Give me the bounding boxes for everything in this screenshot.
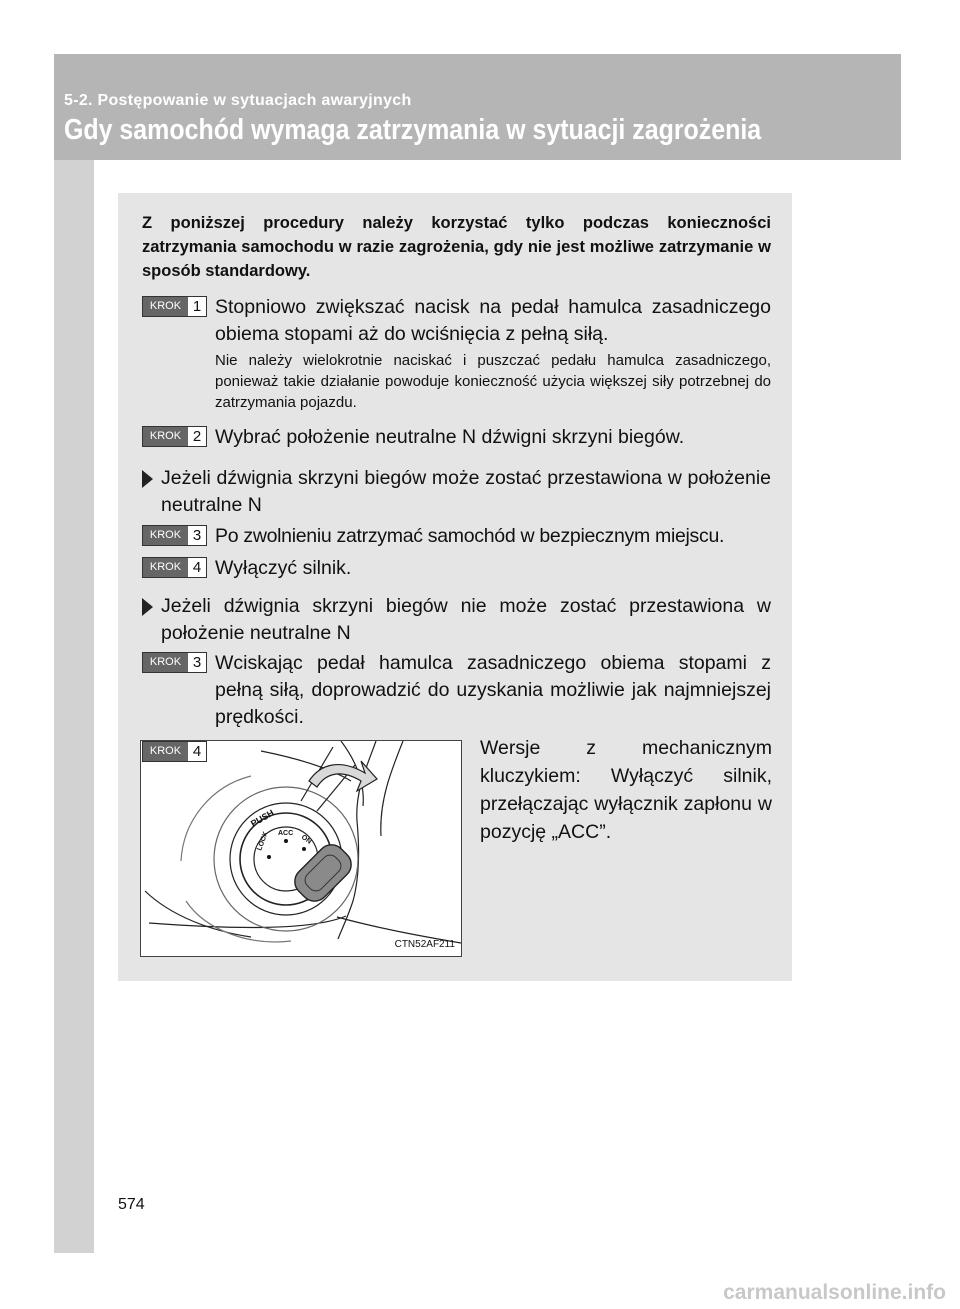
case-b-heading: Jeżeli dźwignia skrzyni biegów nie może zostać przestawiona w położenie neutralne N [161, 595, 771, 644]
ignition-switch-illustration [140, 740, 462, 957]
step-badge-label: KROK [143, 653, 188, 672]
case-a-step-3-text: Po zwolnieniu zatrzymać samochód w bezpiecznym miejscu. [215, 525, 725, 547]
step-badge-label: KROK [143, 427, 188, 446]
step-badge-number: 4 [188, 742, 206, 761]
step-1-note: Nie należy wielokrotnie naciskać i puszczać pedału hamulca zasadniczego, ponieważ takie działanie powoduje konieczność użycia większej siły potrzebnej do zatrzymania pojazdu. [215, 352, 771, 411]
intro-text: Z poniższej procedury należy korzystać tylko podczas konieczności zatrzymania samochodu w razie zagrożenia, gdy nie jest możliwe zatrzymanie w sposób standardowy. [142, 214, 771, 280]
step-badge-number: 4 [188, 558, 206, 577]
arrow-bullet-icon [142, 470, 153, 488]
step-2-text: Wybrać położenie neutralne N dźwigni skrzyni biegów. [215, 426, 685, 448]
case-a-heading: Jeżeli dźwignia skrzyni biegów może zostać przestawiona w położenie neutralne N [161, 467, 771, 516]
section-title: 5-2. Postępowanie w sytuacjach awaryjnych [64, 92, 412, 109]
push-label: PUSH [249, 807, 276, 829]
step-badge-number: 1 [188, 297, 206, 316]
step-badge-4a [142, 557, 207, 578]
page-number: 574 [118, 1196, 145, 1213]
step-1-text: Stopniowo zwiększać nacisk na pedał hamulca zasadniczego obiema stopami aż do wciśnięcia z pełną siłą. [215, 296, 771, 345]
step-badge-4b [142, 741, 207, 762]
step-badge-number: 3 [188, 653, 206, 672]
case-b-step-3-text: Wciskając pedał hamulca zasadniczego obiema stopami z pełną siłą, doprowadzić do uzyskania możliwie jak najmniejszej prędkości. [215, 652, 771, 728]
step-badge-3a [142, 525, 207, 546]
step-badge-1 [142, 296, 207, 317]
step-badge-3b [142, 652, 207, 673]
step-badge-label: KROK [143, 742, 188, 761]
arrow-bullet-icon [142, 598, 153, 616]
acc-label: ACC [278, 830, 294, 837]
ignition-switch-icon [141, 741, 462, 957]
lock-label: LOCK [256, 830, 270, 852]
step-badge-number: 2 [188, 427, 206, 446]
figure-code: CTN52AF211 [394, 939, 455, 950]
step-badge-label: KROK [143, 526, 188, 545]
side-strip [54, 160, 94, 1253]
case-a-step-4-text: Wyłączyć silnik. [215, 557, 352, 579]
on-label: ON [299, 833, 313, 846]
watermark: carmanualsonline.info [723, 1281, 946, 1304]
step-badge-2 [142, 426, 207, 447]
step-badge-number: 3 [188, 526, 206, 545]
case-b-step-4-text: Wersje z mechanicznym kluczykiem: Wyłączyć silnik, przełączając wyłącznik zapłonu w pozycję „ACC”. [480, 737, 772, 843]
page-title: Gdy samochód wymaga zatrzymania w sytuacji zagrożenia [64, 114, 762, 146]
step-badge-label: KROK [143, 297, 188, 316]
step-badge-label: KROK [143, 558, 188, 577]
